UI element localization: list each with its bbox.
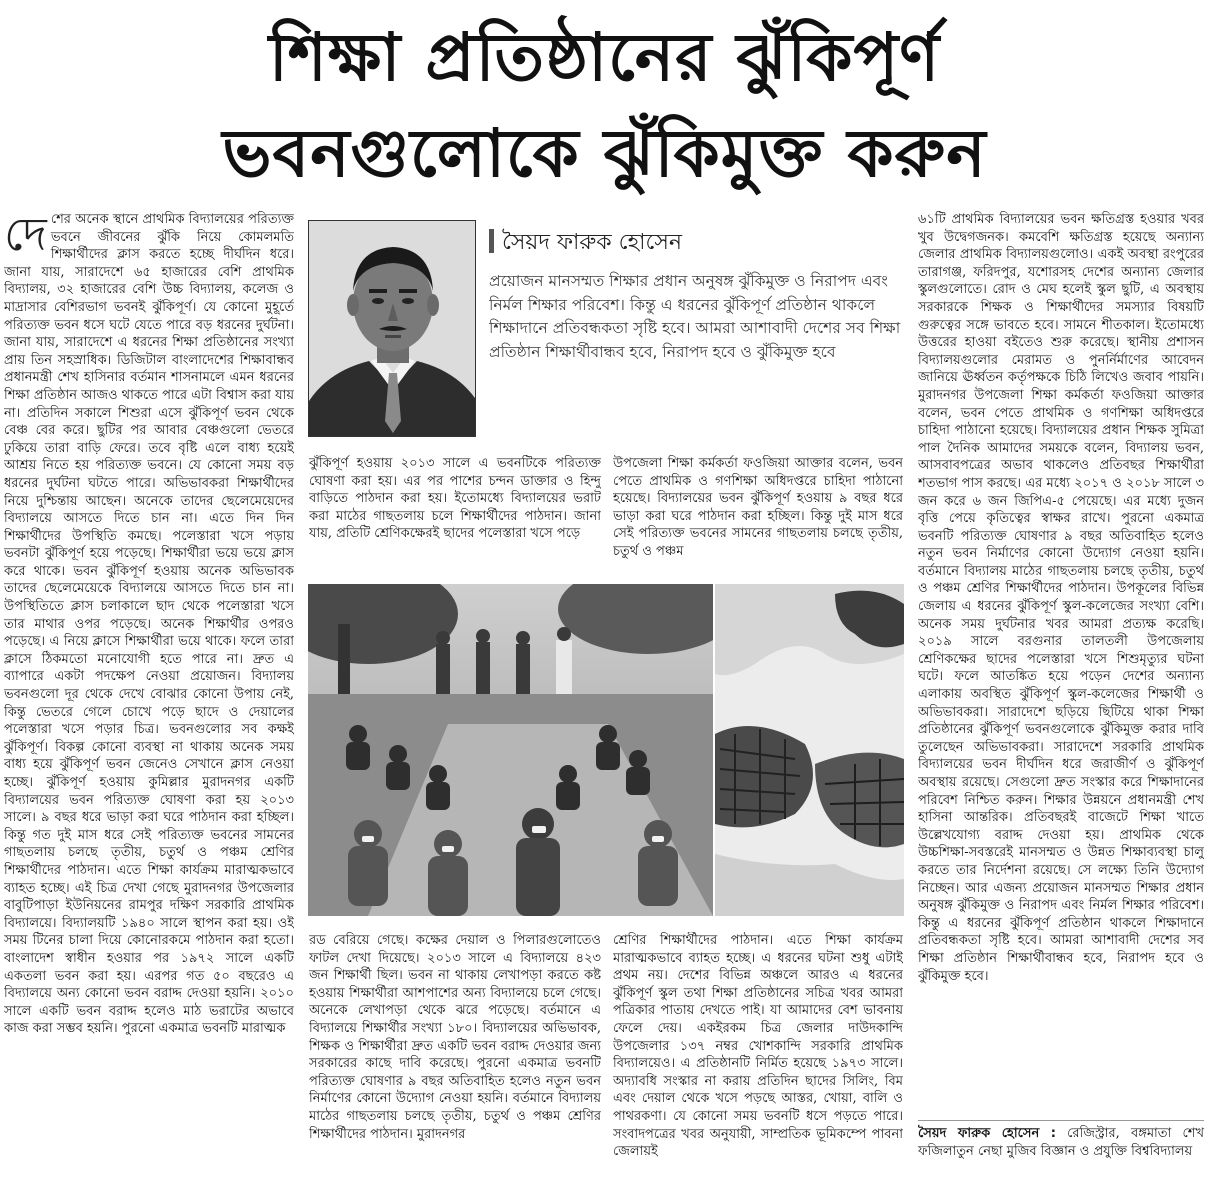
headline-line-2: ভবনগুলোকে ঝুঁকিমুক্ত করুন	[222, 115, 987, 192]
author-note-divider	[918, 1120, 1204, 1121]
pull-quote: প্রয়োজন মানসম্মত শিক্ষার প্রধান অনুষঙ্গ ঝুঁকিমুক্ত ও নিরাপদ এবং নির্মল শিক্ষার পরিবেশ। কিন্তু এ ধরনের ঝুঁকিপূর্ণ প্রতিষ্ঠান থাকলে শিক্ষাদানে প্রতিবন্ধকতা সৃষ্টি হবে। আমরা আশাবাদী দেশের সব শিক্ষা প্রতিষ্ঠান শিক্ষার্থীবান্ধব হবে, নিরাপদ হবে ও ঝুঁকিমুক্ত হবে	[489, 272, 901, 361]
headline-line-1: শিক্ষা প্রতিষ্ঠানের ঝুঁকিপূর্ণ	[268, 19, 941, 96]
byline-bar	[489, 229, 494, 253]
author-note-bio: রেজিস্ট্রার, বঙ্গমাতা শেখ ফজিলাতুন নেছা মুজিব বিজ্ঞান ও প্রযুক্তি বিশ্ববিদ্যালয়	[918, 1126, 1204, 1159]
author-note	[918, 1125, 1204, 1185]
article-column-2-bottom: রড বেরিয়ে গেছে। কক্ষের দেয়াল ও পিলারগুলোতেও ফাটল দেখা দিয়েছে। ২০১৩ সালে এ বিদ্যালয়ে ৪২৩ জন শিক্ষার্থী ছিল। ভবন না থাকায় লেখাপড়া করতে কষ্ট হওয়ায় শিক্ষার্থীরা আশপাশের অন্য বিদ্যালয়ে চলে গেছে। অনেকে লেখাপড়া থেকে ঝরে পড়েছে। বর্তমানে এ বিদ্যালয়ে শিক্ষার্থীর সংখ্যা ১৮০। বিদ্যালয়ের অভিভাবক, শিক্ষক ও শিক্ষার্থীরা দ্রুত একটি ভবন বরাদ্দ দেওয়ার জন্য সরকারের কাছে দাবি করেছে। পুরনো একমাত্র ভবনটি পরিত্যক্ত ঘোষণার ৯ বছর অতিবাহিত হলেও নতুন ভবন নির্মাণের কোনো উদ্যোগ নেওয়া হয়নি। বর্তমানে বিদ্যালয় মাঠের গাছতলায় চলছে তৃতীয়, চতুর্থ ও পঞ্চম শ্রেণির শিক্ষার্থীদের পাঠদান। মুরাদনগর	[309, 933, 601, 1142]
damaged-ceiling-photo	[715, 584, 904, 916]
byline-text: সৈয়দ ফারুক হোসেন	[502, 230, 683, 255]
author-byline	[489, 228, 904, 258]
drop-cap: দে	[4, 211, 47, 261]
outdoor-class-photo	[308, 584, 713, 916]
article-column-3-top: উপজেলা শিক্ষা কর্মকর্তা ফওজিয়া আক্তার বলেন, ভবন পেতে প্রাথমিক ও গণশিক্ষা অধিদপ্তরে চাহিদা পাঠানো হয়েছে। বিদ্যালয়ের ভবন ঝুঁকিপূর্ণ হওয়ায় ৯ বছর ধরে ভাড়া করা ঘরে পাঠদান করা হচ্ছিল। কিন্তু দুই মাস ধরে সেই পরিত্যক্ত ভবনের সামনের গাছতলায় চলছে তৃতীয়, চতুর্থ ও পঞ্চম	[613, 456, 903, 559]
article-column-3-bottom: শ্রেণির শিক্ষার্থীদের পাঠদান। এতে শিক্ষা কার্যক্রম মারাত্মকভাবে ব্যাহত হচ্ছে। এ ধরনের ঘটনা শুধু এটাই প্রথম নয়। দেশের বিভিন্ন অঞ্চলে আরও এ ধরনের ঝুঁকিপূর্ণ স্কুল তথা শিক্ষা প্রতিষ্ঠানের সচিত্র খবর আমরা পত্রিকার পাতায় দেখতে পাই। যা আমাদের বেশ ভাবনায় ফেলে দেয়। একইরকম চিত্র জেলার দাউদকান্দি উপজেলার ১৩৭ নম্বর খোশকান্দি সরকারি প্রাথমিক বিদ্যালয়েও। এ প্রতিষ্ঠানটি নির্মিত হয়েছে ১৯৭৩ সালে। অদ্যাবধি সংস্কার না করায় প্রতিদিন ছাদের সিলিং, বিম এবং দেয়াল থেকে খসে পড়ছে আস্তর, খোয়া, বালি ও পাথরকণা। যে কোনো সময় ভবনটি ধসে পড়তে পারে। সংবাদপত্রের খবর অনুযায়ী, সাম্প্রতিক ভূমিকম্পে পাবনা জেলায়ই	[613, 933, 903, 1160]
article-column-1	[4, 211, 294, 1183]
author-note-name: সৈয়দ ফারুক হোসেন :	[918, 1126, 1056, 1141]
article-column-2-top: ঝুঁকিপূর্ণ হওয়ায় ২০১৩ সালে এ ভবনটিকে পরিত্যক্ত ঘোষণা করা হয়। এর পর পাশের চন্দন ডাক্তার ও হিন্দু বাড়িতে পাঠদান করা হয়। ইতোমধ্যে বিদ্যালয়ের ভরাট করা মাঠের গাছতলায় চলে শিক্ষার্থীদের পাঠদান। জানা যায়, প্রতিটি শ্রেণিকক্ষেরই ছাদের পলেস্তারা খসে পড়ে	[309, 456, 601, 542]
article-column-4: ৬১টি প্রাথমিক বিদ্যালয়ের ভবন ক্ষতিগ্রস্ত হওয়ার খবর খুব উদ্বেগজনক। কমবেশি ক্ষতিগ্রস্ত হয়েছে অন্যান্য জেলার প্রাথমিক বিদ্যালয়গুলোও। একই অবস্থা রংপুরের তারাগঞ্জ, ফরিদপুর, যশোরসহ দেশের অন্যান্য জেলার স্কুলগুলোতে। রোদ ও মেঘ হলেই স্কুল ছুটি, এ অবস্থায় সরকারকে শিক্ষক ও শিক্ষার্থীদের সমস্যার বিষয়টি গুরুত্বের সঙ্গে ভাবতে হবে। সামনে শীতকাল। ইতোমধ্যে উত্তরের হাওয়া বইতেও শুরু করেছে। স্থানীয় প্রশাসন বিদ্যালয়গুলোর মেরামত ও পুনর্নির্মাণের আবেদন জানিয়ে ঊর্ধ্বতন কর্তৃপক্ষকে চিঠি লিখেও জবাব পায়নি। মুরাদনগর উপজেলা শিক্ষা কর্মকর্তা ফওজিয়া আক্তার বলেন, ভবন পেতে প্রাথমিক ও গণশিক্ষা অধিদপ্তরে চাহিদা পাঠানো হয়েছে। বিদ্যালয়ের প্রধান শিক্ষক সুমিত্রা পাল দৈনিক আমাদের সময়কে বলেন, বিদ্যালয় ভবন, আসবাবপত্রের অভাব থাকলেও প্রতিবছর শিক্ষার্থীরা শতভাগ পাস করছে। এর মধ্যে ২০১৭ ও ২০১৮ সালে ৩ জন করে ৬ জন জিপিএ-৫ পেয়েছে। এর মধ্যে দুজন বৃত্তি পেয়ে কৃতিত্বের স্বাক্ষর রাখে। পুরনো একমাত্র ভবনটি পরিত্যক্ত ঘোষণার ৯ বছর অতিবাহিত হলেও নতুন ভবন নির্মাণের কোনো উদ্যোগ নেওয়া হয়নি। বর্তমানে বিদ্যালয় মাঠের গাছতলায় চলছে তৃতীয়, চতুর্থ ও পঞ্চম শ্রেণির শিক্ষার্থীদের পাঠদান। উপকূলের বিভিন্ন জেলায় এ ধরনের ঝুঁকিপূর্ণ স্কুল-কলেজের সংখ্যা বেশি। অনেক সময় দুর্ঘটনার খবর আমরা প্রত্যক্ষ করেছি। ২০১৯ সালে বরগুনার তালতলী উপজেলায় শ্রেণিকক্ষের ছাদের পলেস্তারা খসে শিশুমৃত্যুর ঘটনা ঘটে। ফলে আতঙ্কিত হয়ে পড়েন দেশের অন্যান্য এলাকায় অবস্থিত ঝুঁকিপূর্ণ স্কুল-কলেজের শিক্ষার্থী ও অভিভাবকরা। সারাদেশে ছড়িয়ে ছিটিয়ে থাকা শিক্ষা প্রতিষ্ঠানের ঝুঁকিপূর্ণ ভবনগুলোকে ঝুঁকিমুক্ত করার দাবি তুলেছেন অভিভাবকরা। সারাদেশে সরকারি প্রাথমিক বিদ্যালয়ের ভবন দীর্ঘদিন ধরে জরাজীর্ণ ও ঝুঁকিপূর্ণ অবস্থায় রয়েছে। সেগুলো দ্রুত সংস্কার করে শিক্ষাদানের পরিবেশ নিশ্চিত করুন। শিক্ষার উন্নয়নে প্রধানমন্ত্রী শেখ হাসিনা আন্তরিক। প্রতিবছরই বাজেটে শিক্ষা খাতে উল্লেখযোগ্য বরাদ্দ দেওয়া হয়। প্রাথমিক থেকে উচ্চশিক্ষা-সবস্তরেই মানসম্মত ও উন্নত শিক্ষাব্যবস্থা চালু করতে তার নির্দেশনা রয়েছে। সে লক্ষ্যে তিনি উদ্যোগ নিচ্ছেন। আর এজন্য প্রয়োজন মানসম্মত শিক্ষার প্রধান অনুষঙ্গ ঝুঁকিমুক্ত ও নিরাপদ এবং নির্মল শিক্ষার পরিবেশ। কিন্তু এ ধরনের ঝুঁকিপূর্ণ প্রতিষ্ঠান থাকলে শিক্ষাদানে প্রতিবন্ধকতা সৃষ্টি হবে। আমরা আশাবাদী দেশের সব শিক্ষা প্রতিষ্ঠান শিক্ষার্থীবান্ধব হবে, নিরাপদ হবে ও ঝুঁকিমুক্ত হবে।	[918, 212, 1204, 984]
column-1-text: শের অনেক স্থানে প্রাথমিক বিদ্যালয়ের পরিত্যক্ত ভবনে জীবনের ঝুঁকি নিয়ে কোমলমতি শিক্ষার্থীদের ক্লাস করতে হচ্ছে দীর্ঘদিন ধরে। জানা যায়, সারাদেশে ৬৫ হাজারের বেশি প্রাথমিক বিদ্যালয়, ৩২ হাজারের বেশি উচ্চ বিদ্যালয়, কলেজ ও মাদ্রাসার বেশিরভাগ ভবনই ঝুঁকিপূর্ণ। যে কোনো মুহূর্তে পরিত্যক্ত ভবন ধসে ঘটে যেতে পারে বড় ধরনের দুর্ঘটনা। জানা যায়, সারাদেশে এ ধরনের শিক্ষা প্রতিষ্ঠানের সংখ্যা প্রায় তিন সহস্রাধিক। ডিজিটাল বাংলাদেশের শিক্ষাবান্ধব প্রধানমন্ত্রী শেখ হাসিনার বর্তমান শাসনামলে এমন ধরনের শিক্ষা প্রতিষ্ঠান আজও থাকতে পারে এটা বিশ্বাস করা যায় না। প্রতিদিন সকালে শিশুরা এসে ঝুঁকিপূর্ণ ভবন থেকে বেঞ্চ বের করে। ছুটির পর আবার বেঞ্চগুলো ভেতরে ঢুকিয়ে তারা বাড়ি ফেরে। তবে বৃষ্টি এলে বাধ্য হয়েই আশ্রয় নিতে হয় পরিত্যক্ত ভবনে। যে কোনো সময় বড় ধরনের দুর্ঘটনা ঘটতে পারে। অভিভাবকরা শিক্ষার্থীদের নিয়ে দুশ্চিন্তায় আছেন। অনেকে তাদের ছেলেমেয়েদের বিদ্যালয়ে আসতে দিতে চান না। এতে দিন দিন শিক্ষার্থীদের উপস্থিতি কমছে। পলেস্তারা খসে পড়ায় ভবনটা ঝুঁকিপূর্ণ হয়ে পড়েছে। শিক্ষার্থীরা ভয়ে ভয়ে ক্লাস করে থাকে। ভবন ঝুঁকিপূর্ণ হওয়ায় অনেক অভিভাবক তাদের ছেলেমেয়েকে বিদ্যালয়ে আসতে দিতে চান না। উপস্থিতিতে ক্লাস চলাকালে ছাদ থেকে পলেস্তারা খসে তার মাথার ওপর পড়েছে। অনেক শিক্ষার্থীর ওপরও পড়েছে। এ নিয়ে ক্লাসে শিক্ষার্থীরা ভয়ে থাকে। ফলে তারা ক্লাসে ঠিকমতো মনোযোগী হতে পারে না। দ্রুত এ ব্যাপারে একটা পদক্ষেপ নেওয়া প্রয়োজন। বিদ্যালয় ভবনগুলো দূর থেকে দেখে বোঝার কোনো উপায় নেই, কিন্তু ভেতরে গেলে চোখে পড়ে ছাদে ও দেয়ালের পলেস্তারা খসে পড়ার চিত্র। ভবনগুলোর সব কক্ষই ঝুঁকিপূর্ণ। বিকল্প কোনো ব্যবস্থা না থাকায় অনেক সময় বাধ্য হয়ে ঝুঁকিপূর্ণ ভবন জেনেও সেখানে ক্লাস নেওয়া হচ্ছে। ঝুঁকিপূর্ণ হওয়ায় কুমিল্লার মুরাদনগর একটি বিদ্যালয়ের ভবন পরিত্যক্ত ঘোষণা করা হয় ২০১৩ সালে। ৯ বছর ধরে ভাড়া করা ঘরে পাঠদান করা হচ্ছিল। কিন্তু গত দুই মাস ধরে সেই পরিত্যক্ত ভবনের সামনের গাছতলায় চলছে তৃতীয়, চতুর্থ ও পঞ্চম শ্রেণির শিক্ষার্থীদের পাঠদান। এতে শিক্ষা কার্যক্রম মারাত্মকভাবে ব্যাহত হচ্ছে। এই চিত্র দেখা গেছে মুরাদনগর উপজেলার বাবুটিপাড়া ইউনিয়নের রামপুর দক্ষিণ সরকারি প্রাথমিক বিদ্যালয়ে। বিদ্যালয়টি ১৯৪০ সালে স্থাপন করা হয়। ওই সময় টিনের চালা দিয়ে কোনোরকমে পাঠদান করা হতো। বাংলাদেশ স্বাধীন হওয়ার পর ১৯৭২ সালে একটি একতলা ভবন করা হয়। এরপর গত ৫০ বছরেও এ বিদ্যালয়ে অন্য কোনো ভবন বরাদ্দ দেওয়া হয়নি। ২০১০ সালে একটি ভবন বরাদ্দ হলেও মাঠ ভরাটের অভাবে কাজ করা সম্ভব হয়নি। পুরনো একমাত্র ভবনটি মারাত্মক	[4, 212, 294, 1037]
author-portrait-photo	[308, 220, 476, 437]
